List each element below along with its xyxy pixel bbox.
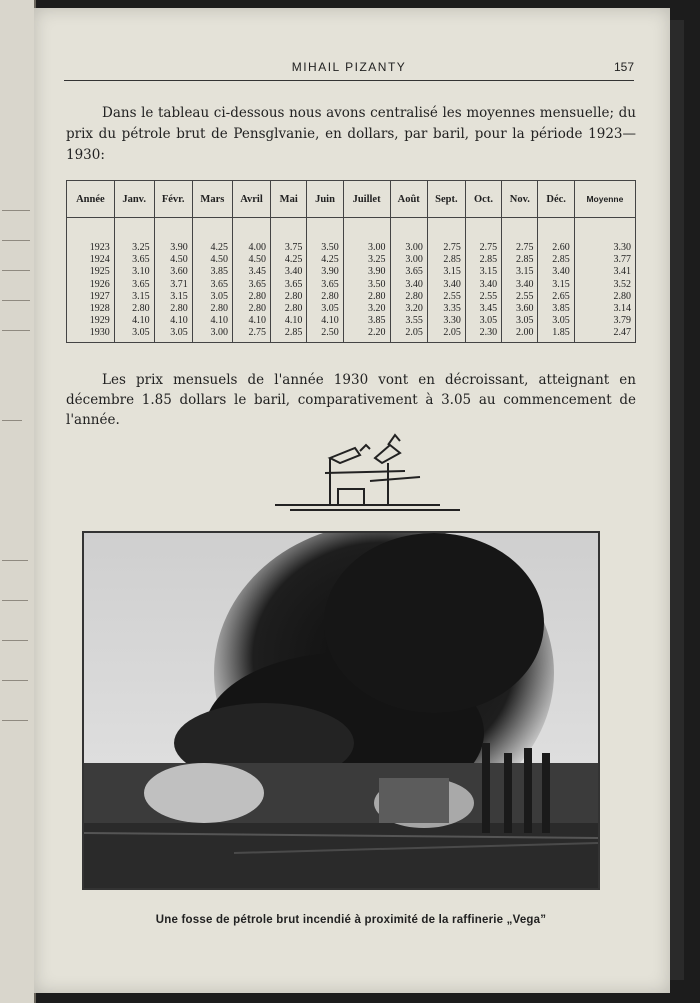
price-cell: 3.45 <box>465 303 501 315</box>
price-cell: 4.10 <box>192 315 232 327</box>
price-cell: 2.75 <box>465 218 501 255</box>
price-cell: 2.80 <box>192 303 232 315</box>
year-cell: 1924 <box>67 254 115 266</box>
price-cell: 3.45 <box>232 266 270 278</box>
price-cell: 2.80 <box>232 303 270 315</box>
price-cell: 4.50 <box>192 254 232 266</box>
price-cell: 2.65 <box>538 291 574 303</box>
price-cell: 2.80 <box>574 291 635 303</box>
price-cell: 2.80 <box>154 303 192 315</box>
price-cell: 2.05 <box>427 327 465 342</box>
price-cell: 4.25 <box>192 218 232 255</box>
price-cell: 3.65 <box>192 279 232 291</box>
price-cell: 3.79 <box>574 315 635 327</box>
price-cell: 3.85 <box>192 266 232 278</box>
column-header: Juin <box>307 181 343 218</box>
price-cell: 2.85 <box>465 254 501 266</box>
table-body <box>67 218 636 343</box>
year-cell: 1925 <box>67 266 115 278</box>
column-header: Août <box>390 181 427 218</box>
column-header: Sept. <box>427 181 465 218</box>
price-cell: 3.40 <box>538 266 574 278</box>
price-cell: 3.05 <box>114 327 154 342</box>
price-cell: 3.15 <box>427 266 465 278</box>
price-cell: 3.90 <box>154 218 192 255</box>
column-header: Oct. <box>465 181 501 218</box>
price-cell: 2.20 <box>343 327 390 342</box>
price-cell: 4.25 <box>271 254 307 266</box>
column-header: Juillet <box>343 181 390 218</box>
price-cell: 3.15 <box>502 266 538 278</box>
price-cell: 3.05 <box>307 303 343 315</box>
price-cell: 3.65 <box>114 279 154 291</box>
previous-page-edge <box>0 0 36 1003</box>
price-cell: 2.75 <box>427 218 465 255</box>
year-cell: 1927 <box>67 291 115 303</box>
price-cell: 3.60 <box>502 303 538 315</box>
price-cell: 2.80 <box>390 291 427 303</box>
price-cell: 2.80 <box>343 291 390 303</box>
price-cell: 3.90 <box>343 266 390 278</box>
price-cell: 3.15 <box>538 279 574 291</box>
refinery-fire-photograph <box>82 531 600 890</box>
price-cell: 3.25 <box>114 218 154 255</box>
price-cell: 3.40 <box>465 279 501 291</box>
year-cell: 1928 <box>67 303 115 315</box>
price-cell: 3.71 <box>154 279 192 291</box>
price-cell: 3.35 <box>427 303 465 315</box>
price-cell: 3.75 <box>271 218 307 255</box>
price-cell: 4.10 <box>307 315 343 327</box>
price-cell: 2.80 <box>271 291 307 303</box>
table-row <box>67 327 636 342</box>
page-number: 157 <box>613 60 634 74</box>
table-row <box>67 303 636 315</box>
price-cell: 3.77 <box>574 254 635 266</box>
table-row <box>67 279 636 291</box>
price-cell: 2.85 <box>271 327 307 342</box>
refinery-vignette-illustration <box>270 433 470 523</box>
year-cell: 1923 <box>67 218 115 255</box>
price-cell: 3.14 <box>574 303 635 315</box>
table-row <box>67 218 636 255</box>
price-cell: 3.05 <box>154 327 192 342</box>
photo-caption: Une fosse de pétrole brut incendié à proximité de la raffinerie „Vega” <box>155 914 547 926</box>
price-cell: 4.10 <box>232 315 270 327</box>
price-cell: 3.41 <box>574 266 635 278</box>
price-cell: 2.80 <box>271 303 307 315</box>
price-cell: 3.05 <box>502 315 538 327</box>
table-row <box>67 254 636 266</box>
oil-price-table <box>66 180 636 343</box>
table-header-row <box>67 181 636 218</box>
price-cell: 3.40 <box>390 279 427 291</box>
column-header: Janv. <box>114 181 154 218</box>
price-cell: 3.15 <box>154 291 192 303</box>
price-cell: 3.00 <box>343 218 390 255</box>
price-cell: 2.85 <box>538 254 574 266</box>
year-cell: 1930 <box>67 327 115 342</box>
price-cell: 3.30 <box>574 218 635 255</box>
price-cell: 2.30 <box>465 327 501 342</box>
price-cell: 2.85 <box>427 254 465 266</box>
price-cell: 2.55 <box>427 291 465 303</box>
price-cell: 2.50 <box>307 327 343 342</box>
running-header <box>64 58 634 81</box>
price-cell: 3.30 <box>427 315 465 327</box>
price-cell: 2.80 <box>114 303 154 315</box>
column-header: Année <box>67 181 115 218</box>
price-cell: 3.25 <box>343 254 390 266</box>
price-cell: 4.50 <box>232 254 270 266</box>
price-cell: 3.85 <box>343 315 390 327</box>
column-header: Mai <box>271 181 307 218</box>
price-cell: 3.65 <box>307 279 343 291</box>
price-cell: 4.10 <box>154 315 192 327</box>
price-cell: 3.15 <box>465 266 501 278</box>
price-cell: 3.65 <box>271 279 307 291</box>
column-header: Avril <box>232 181 270 218</box>
price-cell: 3.50 <box>343 279 390 291</box>
intro-paragraph: Dans le tableau ci-dessous nous avons centralisé les moyennes mensuelle; du prix du pétrole brut de Pensglvanie, en dollars, par baril, pour la période 1923—1930: <box>66 105 636 163</box>
price-cell: 3.05 <box>192 291 232 303</box>
price-cell: 3.60 <box>154 266 192 278</box>
price-cell: 2.85 <box>502 254 538 266</box>
price-cell: 4.10 <box>271 315 307 327</box>
price-cell: 4.25 <box>307 254 343 266</box>
column-header: Mars <box>192 181 232 218</box>
column-header: Déc. <box>538 181 574 218</box>
price-cell: 2.75 <box>502 218 538 255</box>
price-cell: 2.05 <box>390 327 427 342</box>
price-cell: 3.90 <box>307 266 343 278</box>
price-cell: 3.40 <box>502 279 538 291</box>
header-author: MIHAIL PIZANTY <box>291 60 407 74</box>
price-commentary-paragraph: Les prix mensuels de l'année 1930 vont en décroissant, atteignant en décembre 1.85 dollars le baril, comparativement à 3.05 au commencement de l'année. <box>66 372 636 428</box>
price-cell: 3.65 <box>114 254 154 266</box>
price-cell: 3.85 <box>538 303 574 315</box>
book-page <box>34 8 670 993</box>
price-cell: 3.65 <box>232 279 270 291</box>
price-cell: 3.05 <box>538 315 574 327</box>
price-cell: 3.20 <box>390 303 427 315</box>
price-cell: 3.55 <box>390 315 427 327</box>
price-cell: 3.00 <box>390 218 427 255</box>
price-cell: 2.55 <box>502 291 538 303</box>
price-cell: 4.10 <box>114 315 154 327</box>
column-header: Moyenne <box>574 181 635 218</box>
price-cell: 3.00 <box>192 327 232 342</box>
price-cell: 4.00 <box>232 218 270 255</box>
price-cell: 3.50 <box>307 218 343 255</box>
price-cell: 3.52 <box>574 279 635 291</box>
table-row <box>67 315 636 327</box>
price-cell: 3.15 <box>114 291 154 303</box>
price-cell: 2.55 <box>465 291 501 303</box>
table-row <box>67 291 636 303</box>
price-cell: 3.05 <box>465 315 501 327</box>
book-cover-edge <box>670 20 684 980</box>
price-cell: 3.20 <box>343 303 390 315</box>
table-row <box>67 266 636 278</box>
price-cell: 3.40 <box>271 266 307 278</box>
price-cell: 2.00 <box>502 327 538 342</box>
year-cell: 1926 <box>67 279 115 291</box>
year-cell: 1929 <box>67 315 115 327</box>
price-cell: 4.50 <box>154 254 192 266</box>
price-cell: 3.40 <box>427 279 465 291</box>
column-header: Nov. <box>502 181 538 218</box>
price-cell: 3.00 <box>390 254 427 266</box>
price-cell: 2.75 <box>232 327 270 342</box>
price-cell: 2.60 <box>538 218 574 255</box>
column-header: Févr. <box>154 181 192 218</box>
price-cell: 2.80 <box>307 291 343 303</box>
price-cell: 3.10 <box>114 266 154 278</box>
price-cell: 2.47 <box>574 327 635 342</box>
price-cell: 2.80 <box>232 291 270 303</box>
price-cell: 1.85 <box>538 327 574 342</box>
price-cell: 3.65 <box>390 266 427 278</box>
